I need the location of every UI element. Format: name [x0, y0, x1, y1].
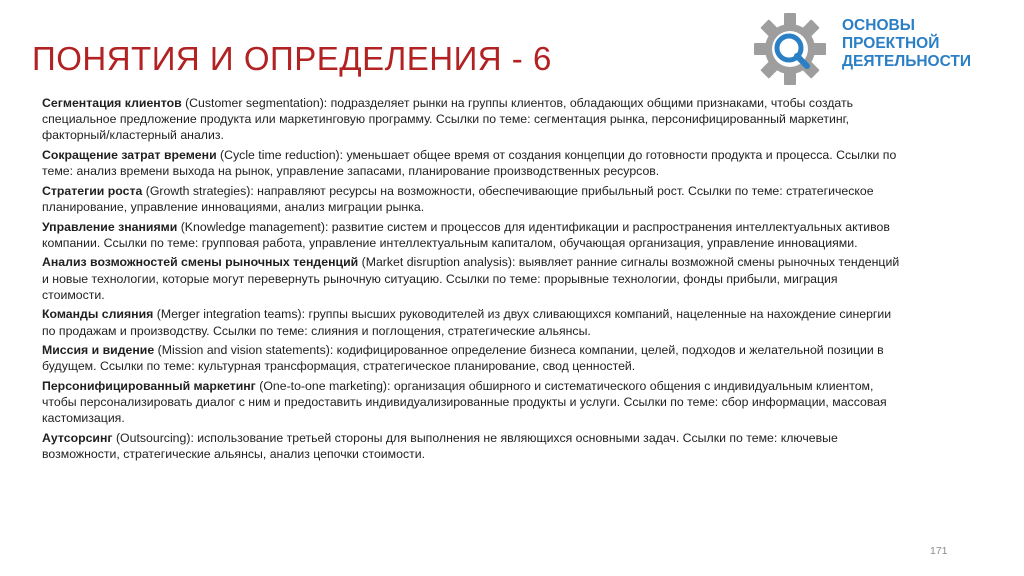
- definition-entry: [42, 147, 902, 179]
- definition-entry: [42, 378, 902, 427]
- definition-entry: [42, 219, 902, 251]
- definition-entry: [42, 430, 902, 462]
- logo-line-1: ОСНОВЫ: [842, 17, 915, 34]
- definition-term: Сегментация клиентов: [42, 96, 182, 110]
- logo: [752, 10, 1002, 88]
- definition-text: (Merger integration teams): группы высших руководителей из двух сливающихся компаний, нацеленные на нахождение синергии по продажам и производству. Ссылки по теме: слияния и поглощения, стратегические альянсы.: [42, 307, 892, 338]
- definition-entry: [42, 183, 902, 215]
- definition-term: Миссия и видение: [42, 343, 155, 358]
- definition-text: (Growth strategies): направляют ресурсы на возможности, обеспечивающие прибыльный рост. Ссылки по теме: стратегическое планирование, управление инновациями, анализ миграции рынка.: [42, 183, 874, 214]
- definition-term: Управление знаниями: [42, 219, 178, 234]
- definition-term: Сокращение затрат времени: [42, 148, 217, 162]
- logo-text: [842, 17, 971, 71]
- definition-text: (One-to-one marketing): организация обширного и систематического общения с индивидуальным клиентом, чтобы персонализировать диалог с ним и предоставить индивидуализированные продукты и услуги. Ссылки по теме: сбор информации, массовая кастомизация.: [42, 378, 887, 426]
- definition-term: Команды слияния: [42, 307, 154, 322]
- definition-entry: [42, 254, 902, 303]
- definition-text: (Knowledge management): развитие систем и процессов для идентификации и распространения интеллектуальных активов компании. Ссылки по теме: групповая работа, управление интеллектуальным капиталом, обучающая организация, управление инновациями.: [42, 219, 890, 250]
- definition-text: (Cycle time reduction): уменьшает общее время от создания концепции до готовности продукта и процесса. Ссылки по теме: анализ времени выхода на рынок, управление запасами, планирование производственных ресурсов.: [42, 148, 897, 179]
- definition-entry: [42, 342, 902, 374]
- definition-term: Аутсорсинг: [42, 430, 113, 445]
- definition-text: (Customer segmentation): подразделяет рынки на группы клиентов, обладающих общими признаками, чтобы создать специальное предложение продукта или маркетинговую программу. Ссылки по теме: сегментация рынка, персонифицированный маркетинг, факторный/кластерный анализ.: [42, 96, 854, 143]
- definition-term: Персонифицированный маркетинг: [42, 378, 256, 393]
- definition-text: (Outsourcing): использование третьей стороны для выполнения не являющихся основными задач. Ссылки по теме: ключевые возможности, стратегические альянсы, анализ цепочки стоимости.: [42, 430, 838, 462]
- definition-entry: [42, 306, 902, 338]
- page-title: ПОНЯТИЯ И ОПРЕДЕЛЕНИЯ - 6: [32, 40, 552, 77]
- definition-term: Стратегии роста: [42, 183, 143, 198]
- definition-text: (Mission and vision statements): кодифицированное определение бизнеса компании, целей, подходов и желательной позиции в будущем. Ссылки по теме: культурная трансформация, стратегическое планирование, свод ценностей.: [42, 343, 884, 374]
- page-number: 171: [930, 545, 948, 557]
- definition-entry: [42, 95, 902, 144]
- gear-magnifier-icon: [752, 12, 828, 86]
- logo-line-3: ДЕЯТЕЛЬНОСТИ: [842, 53, 972, 70]
- definitions-list: [42, 95, 902, 466]
- definition-term: Анализ возможностей смены рыночных тенденций: [42, 255, 359, 270]
- definition-text: (Market disruption analysis): выявляет ранние сигналы возможной смены рыночных тенденций и новые технологии, которые могут перевернуть рыночную ситуацию. Ссылки по теме: прорывные технологии, фонды прибыли, миграция стоимости.: [42, 255, 900, 302]
- logo-line-2: ПРОЕКТНОЙ: [842, 35, 940, 52]
